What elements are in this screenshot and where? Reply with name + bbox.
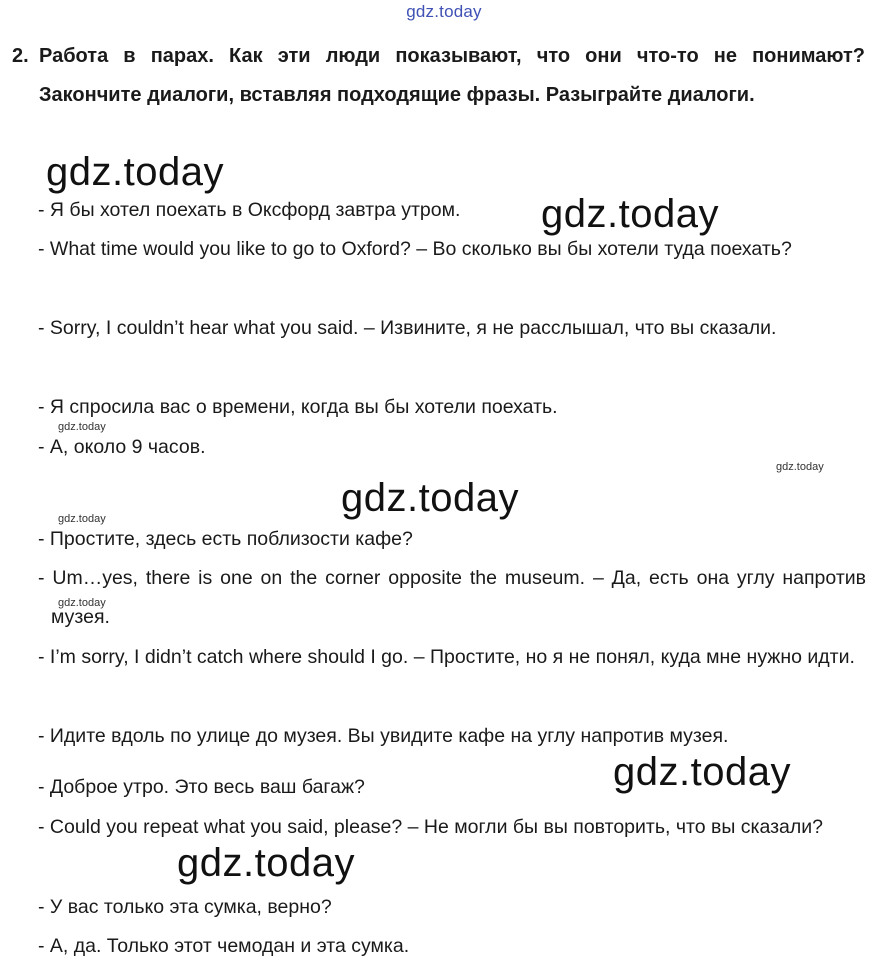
dialogue-2-line-4: - Идите вдоль по улице до музея. Вы увидите кафе на углу напротив музея. [38,725,729,747]
watermark-small: gdz.today [58,597,106,609]
dialogue-1-line-3: - Sorry, I couldn’t hear what you said. – Извините, я не расслышал, что вы сказали. [38,317,777,339]
watermark: gdz.today [541,192,719,236]
watermark-small: gdz.today [776,461,824,473]
dialogue-3-line-1: - Доброе утро. Это весь ваш багаж? [38,776,365,798]
task-number: 2. [12,45,29,67]
dialogue-1-line-2: - What time would you like to go to Oxford? – Во сколько вы бы хотели туда поехать? [38,238,792,260]
dialogue-3-line-2: - Could you repeat what you said, please? – Не могли бы вы повторить, что вы сказали? [38,816,823,838]
task-heading [12,37,865,115]
dialogue-2-line-3: - I’m sorry, I didn’t catch where should I go. – Простите, но я не понял, куда мне нужно идти. [38,646,855,668]
dialogue-1-line-5: - А, около 9 часов. [38,436,206,458]
watermark: gdz.today [341,476,519,520]
dialogue-3-line-4: - А, да. Только этот чемодан и эта сумка. [38,935,410,957]
watermark-small: gdz.today [58,513,106,525]
watermark: gdz.today [46,150,224,194]
watermark-top: gdz.today [406,2,482,21]
dialogue-1-line-4: - Я спросила вас о времени, когда вы бы хотели поехать. [38,396,558,418]
watermark: gdz.today [613,750,791,794]
dialogue-2-line-1: - Простите, здесь есть поблизости кафе? [38,528,413,550]
watermark: gdz.today [177,841,355,885]
dialogue-3-line-3: - У вас только эта сумка, верно? [38,896,332,918]
dialogue-1-line-1: - Я бы хотел поехать в Оксфорд завтра утром. [38,199,461,221]
watermark-small: gdz.today [58,421,106,433]
task-text: Работа в парах. Как эти люди показывают, что они что-то не понимают? Закончите диалоги, вставляя подходящие фразы. Разыграйте диалоги. [39,45,865,106]
dialogue-2-line-2: - Um…yes, there is one on the corner opposite the museum. – Да, есть она углу напротив музея. [38,567,866,628]
